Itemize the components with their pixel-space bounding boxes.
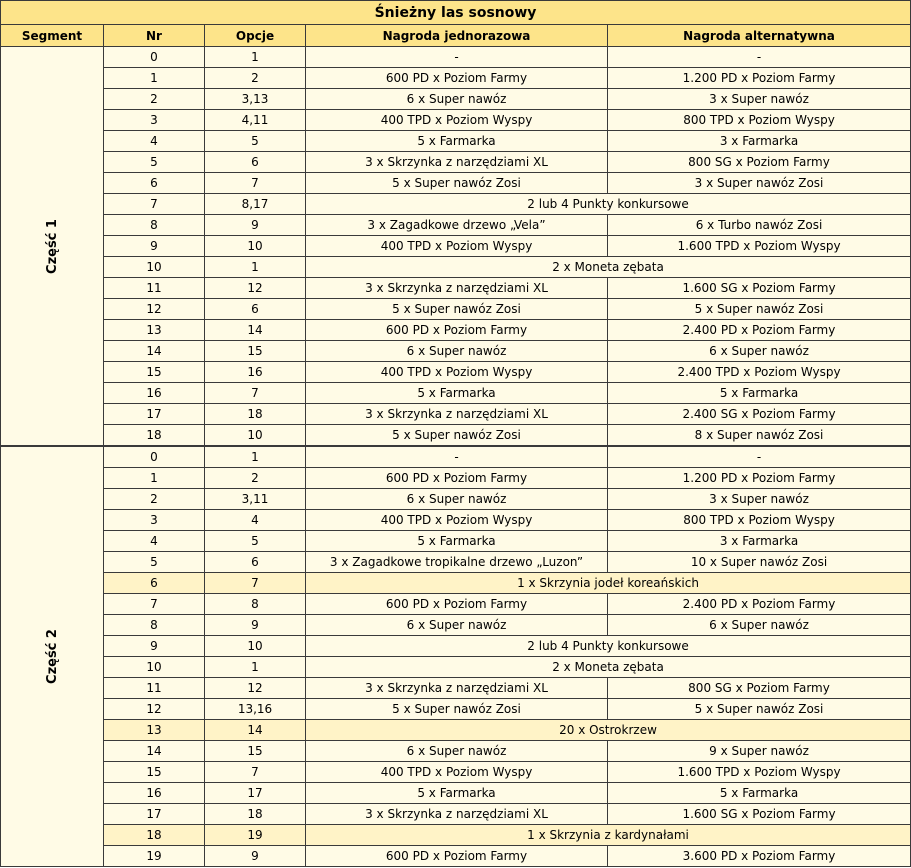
- table-row: [1, 446, 911, 468]
- nr-cell: 11: [104, 278, 205, 299]
- opcje-cell: 1: [205, 657, 306, 678]
- nr-cell: 0: [104, 446, 205, 468]
- nr-cell: 2: [104, 89, 205, 110]
- opcje-cell: 19: [205, 825, 306, 846]
- reward-alternatywna-cell: 6 x Super nawóz: [608, 615, 911, 636]
- opcje-cell: 2: [205, 468, 306, 489]
- reward-alternatywna-cell: 1.200 PD x Poziom Farmy: [608, 68, 911, 89]
- opcje-cell: 5: [205, 131, 306, 152]
- opcje-cell: 17: [205, 783, 306, 804]
- nr-cell: 2: [104, 489, 205, 510]
- reward-alternatywna-cell: 3 x Super nawóz: [608, 89, 911, 110]
- table-row: [1, 152, 911, 173]
- opcje-cell: 9: [205, 615, 306, 636]
- reward-jednorazowa-cell: 6 x Super nawóz: [306, 615, 608, 636]
- table-row: [1, 825, 911, 846]
- table-row: [1, 278, 911, 299]
- opcje-cell: 15: [205, 741, 306, 762]
- segment-cell: [1, 47, 104, 447]
- nr-cell: 7: [104, 194, 205, 215]
- table-row: [1, 215, 911, 236]
- nr-cell: 4: [104, 531, 205, 552]
- segment-cell: [1, 446, 104, 867]
- reward-alternatywna-cell: 2.400 PD x Poziom Farmy: [608, 594, 911, 615]
- nr-cell: 9: [104, 236, 205, 257]
- opcje-cell: 16: [205, 362, 306, 383]
- reward-alternatywna-cell: 8 x Super nawóz Zosi: [608, 425, 911, 447]
- opcje-cell: 18: [205, 404, 306, 425]
- table-row: [1, 320, 911, 341]
- table-row: [1, 657, 911, 678]
- nr-cell: 6: [104, 173, 205, 194]
- nr-cell: 19: [104, 846, 205, 867]
- reward-jednorazowa-cell: 5 x Super nawóz Zosi: [306, 299, 608, 320]
- nr-cell: 15: [104, 762, 205, 783]
- table-row: [1, 804, 911, 825]
- table-row: [1, 636, 911, 657]
- nr-cell: 3: [104, 110, 205, 131]
- table-row: [1, 341, 911, 362]
- nr-cell: 18: [104, 825, 205, 846]
- nr-cell: 3: [104, 510, 205, 531]
- opcje-cell: 8,17: [205, 194, 306, 215]
- reward-jednorazowa-cell: 5 x Super nawóz Zosi: [306, 425, 608, 447]
- reward-alternatywna-cell: 3 x Farmarka: [608, 531, 911, 552]
- reward-alternatywna-cell: 3 x Super nawóz Zosi: [608, 173, 911, 194]
- opcje-cell: 14: [205, 320, 306, 341]
- opcje-cell: 18: [205, 804, 306, 825]
- nr-cell: 15: [104, 362, 205, 383]
- reward-merged-cell: 2 lub 4 Punkty konkursowe: [306, 194, 911, 215]
- reward-alternatywna-cell: 2.400 SG x Poziom Farmy: [608, 404, 911, 425]
- nr-cell: 16: [104, 383, 205, 404]
- table-row: [1, 89, 911, 110]
- nr-cell: 5: [104, 552, 205, 573]
- nr-cell: 16: [104, 783, 205, 804]
- reward-alternatywna-cell: -: [608, 446, 911, 468]
- table-row: [1, 173, 911, 194]
- reward-jednorazowa-cell: 6 x Super nawóz: [306, 341, 608, 362]
- table-row: [1, 131, 911, 152]
- opcje-cell: 12: [205, 278, 306, 299]
- reward-jednorazowa-cell: 3 x Zagadkowe drzewo „Vela”: [306, 215, 608, 236]
- opcje-cell: 13,16: [205, 699, 306, 720]
- reward-jednorazowa-cell: 5 x Farmarka: [306, 131, 608, 152]
- table-row: [1, 362, 911, 383]
- table-row: [1, 194, 911, 215]
- table-row: [1, 383, 911, 404]
- reward-merged-cell: 2 x Moneta zębata: [306, 657, 911, 678]
- header-segment: Segment: [1, 25, 104, 47]
- reward-alternatywna-cell: 1.600 SG x Poziom Farmy: [608, 804, 911, 825]
- reward-jednorazowa-cell: 5 x Super nawóz Zosi: [306, 173, 608, 194]
- nr-cell: 14: [104, 741, 205, 762]
- nr-cell: 4: [104, 131, 205, 152]
- reward-jednorazowa-cell: 3 x Skrzynka z narzędziami XL: [306, 404, 608, 425]
- table-title: Śnieżny las sosnowy: [1, 1, 911, 25]
- reward-jednorazowa-cell: 600 PD x Poziom Farmy: [306, 846, 608, 867]
- nr-cell: 9: [104, 636, 205, 657]
- nr-cell: 11: [104, 678, 205, 699]
- reward-merged-cell: 2 x Moneta zębata: [306, 257, 911, 278]
- reward-jednorazowa-cell: 6 x Super nawóz: [306, 89, 608, 110]
- reward-alternatywna-cell: 1.600 TPD x Poziom Wyspy: [608, 762, 911, 783]
- nr-cell: 8: [104, 615, 205, 636]
- reward-jednorazowa-cell: 3 x Zagadkowe tropikalne drzewo „Luzon”: [306, 552, 608, 573]
- opcje-cell: 7: [205, 383, 306, 404]
- table-row: [1, 236, 911, 257]
- table-row: [1, 510, 911, 531]
- reward-merged-cell: 2 lub 4 Punkty konkursowe: [306, 636, 911, 657]
- reward-alternatywna-cell: 3 x Farmarka: [608, 131, 911, 152]
- reward-alternatywna-cell: 5 x Super nawóz Zosi: [608, 699, 911, 720]
- nr-cell: 14: [104, 341, 205, 362]
- reward-merged-cell: 20 x Ostrokrzew: [306, 720, 911, 741]
- table-row: [1, 425, 911, 447]
- segment-label: Część 2: [44, 629, 60, 684]
- opcje-cell: 5: [205, 531, 306, 552]
- table-row: [1, 257, 911, 278]
- reward-jednorazowa-cell: 400 TPD x Poziom Wyspy: [306, 762, 608, 783]
- reward-alternatywna-cell: 10 x Super nawóz Zosi: [608, 552, 911, 573]
- reward-jednorazowa-cell: 5 x Farmarka: [306, 531, 608, 552]
- table-row: [1, 615, 911, 636]
- nr-cell: 17: [104, 404, 205, 425]
- reward-jednorazowa-cell: 6 x Super nawóz: [306, 741, 608, 762]
- reward-merged-cell: 1 x Skrzynia jodeł koreańskich: [306, 573, 911, 594]
- table-row: [1, 846, 911, 867]
- nr-cell: 12: [104, 699, 205, 720]
- reward-jednorazowa-cell: 400 TPD x Poziom Wyspy: [306, 362, 608, 383]
- table-row: [1, 489, 911, 510]
- table-row: [1, 741, 911, 762]
- reward-alternatywna-cell: 5 x Farmarka: [608, 783, 911, 804]
- reward-jednorazowa-cell: 5 x Farmarka: [306, 783, 608, 804]
- opcje-cell: 15: [205, 341, 306, 362]
- nr-cell: 8: [104, 215, 205, 236]
- nr-cell: 13: [104, 320, 205, 341]
- reward-jednorazowa-cell: 3 x Skrzynka z narzędziami XL: [306, 152, 608, 173]
- header-opcje: Opcje: [205, 25, 306, 47]
- reward-jednorazowa-cell: 600 PD x Poziom Farmy: [306, 594, 608, 615]
- reward-jednorazowa-cell: 3 x Skrzynka z narzędziami XL: [306, 804, 608, 825]
- header-row: [1, 25, 911, 47]
- nr-cell: 17: [104, 804, 205, 825]
- reward-alternatywna-cell: -: [608, 47, 911, 68]
- nr-cell: 12: [104, 299, 205, 320]
- reward-alternatywna-cell: 6 x Turbo nawóz Zosi: [608, 215, 911, 236]
- table-row: [1, 110, 911, 131]
- reward-jednorazowa-cell: 3 x Skrzynka z narzędziami XL: [306, 278, 608, 299]
- reward-alternatywna-cell: 5 x Super nawóz Zosi: [608, 299, 911, 320]
- table-row: [1, 404, 911, 425]
- opcje-cell: 4: [205, 510, 306, 531]
- opcje-cell: 7: [205, 762, 306, 783]
- reward-alternatywna-cell: 5 x Farmarka: [608, 383, 911, 404]
- segment-label: Część 1: [44, 218, 60, 274]
- table-row: [1, 594, 911, 615]
- opcje-cell: 14: [205, 720, 306, 741]
- opcje-cell: 6: [205, 552, 306, 573]
- nr-cell: 0: [104, 47, 205, 68]
- reward-jednorazowa-cell: 600 PD x Poziom Farmy: [306, 320, 608, 341]
- table-row: [1, 552, 911, 573]
- table-row: [1, 699, 911, 720]
- reward-alternatywna-cell: 800 TPD x Poziom Wyspy: [608, 110, 911, 131]
- reward-alternatywna-cell: 3.600 PD x Poziom Farmy: [608, 846, 911, 867]
- reward-jednorazowa-cell: 5 x Super nawóz Zosi: [306, 699, 608, 720]
- reward-jednorazowa-cell: 600 PD x Poziom Farmy: [306, 468, 608, 489]
- table-row: [1, 762, 911, 783]
- reward-alternatywna-cell: 2.400 TPD x Poziom Wyspy: [608, 362, 911, 383]
- reward-alternatywna-cell: 1.600 SG x Poziom Farmy: [608, 278, 911, 299]
- opcje-cell: 1: [205, 47, 306, 68]
- reward-merged-cell: 1 x Skrzynia z kardynałami: [306, 825, 911, 846]
- table-row: [1, 573, 911, 594]
- nr-cell: 1: [104, 68, 205, 89]
- reward-jednorazowa-cell: 600 PD x Poziom Farmy: [306, 68, 608, 89]
- table-row: [1, 468, 911, 489]
- reward-alternatywna-cell: 1.600 TPD x Poziom Wyspy: [608, 236, 911, 257]
- table-row: [1, 783, 911, 804]
- reward-jednorazowa-cell: 400 TPD x Poziom Wyspy: [306, 510, 608, 531]
- reward-alternatywna-cell: 2.400 PD x Poziom Farmy: [608, 320, 911, 341]
- nr-cell: 5: [104, 152, 205, 173]
- table-row: [1, 720, 911, 741]
- opcje-cell: 10: [205, 236, 306, 257]
- reward-alternatywna-cell: 3 x Super nawóz: [608, 489, 911, 510]
- opcje-cell: 3,11: [205, 489, 306, 510]
- header-nagroda-jednorazowa: Nagroda jednorazowa: [306, 25, 608, 47]
- opcje-cell: 1: [205, 257, 306, 278]
- nr-cell: 1: [104, 468, 205, 489]
- opcje-cell: 3,13: [205, 89, 306, 110]
- opcje-cell: 10: [205, 636, 306, 657]
- opcje-cell: 6: [205, 299, 306, 320]
- reward-jednorazowa-cell: 3 x Skrzynka z narzędziami XL: [306, 678, 608, 699]
- opcje-cell: 12: [205, 678, 306, 699]
- table-row: [1, 299, 911, 320]
- reward-alternatywna-cell: 6 x Super nawóz: [608, 341, 911, 362]
- reward-jednorazowa-cell: 6 x Super nawóz: [306, 489, 608, 510]
- table-row: [1, 68, 911, 89]
- reward-jednorazowa-cell: -: [306, 47, 608, 68]
- header-nagroda-alternatywna: Nagroda alternatywna: [608, 25, 911, 47]
- reward-jednorazowa-cell: -: [306, 446, 608, 468]
- opcje-cell: 1: [205, 446, 306, 468]
- opcje-cell: 9: [205, 846, 306, 867]
- reward-alternatywna-cell: 800 TPD x Poziom Wyspy: [608, 510, 911, 531]
- reward-alternatywna-cell: 800 SG x Poziom Farmy: [608, 678, 911, 699]
- nr-cell: 6: [104, 573, 205, 594]
- opcje-cell: 8: [205, 594, 306, 615]
- reward-jednorazowa-cell: 400 TPD x Poziom Wyspy: [306, 110, 608, 131]
- nr-cell: 18: [104, 425, 205, 447]
- nr-cell: 10: [104, 657, 205, 678]
- header-nr: Nr: [104, 25, 205, 47]
- nr-cell: 7: [104, 594, 205, 615]
- reward-alternatywna-cell: 800 SG x Poziom Farmy: [608, 152, 911, 173]
- opcje-cell: 6: [205, 152, 306, 173]
- opcje-cell: 7: [205, 573, 306, 594]
- reward-alternatywna-cell: 1.200 PD x Poziom Farmy: [608, 468, 911, 489]
- opcje-cell: 7: [205, 173, 306, 194]
- reward-jednorazowa-cell: 5 x Farmarka: [306, 383, 608, 404]
- table-row: [1, 47, 911, 68]
- nr-cell: 10: [104, 257, 205, 278]
- opcje-cell: 4,11: [205, 110, 306, 131]
- table-row: [1, 678, 911, 699]
- nr-cell: 13: [104, 720, 205, 741]
- opcje-cell: 9: [205, 215, 306, 236]
- reward-jednorazowa-cell: 400 TPD x Poziom Wyspy: [306, 236, 608, 257]
- reward-alternatywna-cell: 9 x Super nawóz: [608, 741, 911, 762]
- table-row: [1, 531, 911, 552]
- opcje-cell: 10: [205, 425, 306, 447]
- opcje-cell: 2: [205, 68, 306, 89]
